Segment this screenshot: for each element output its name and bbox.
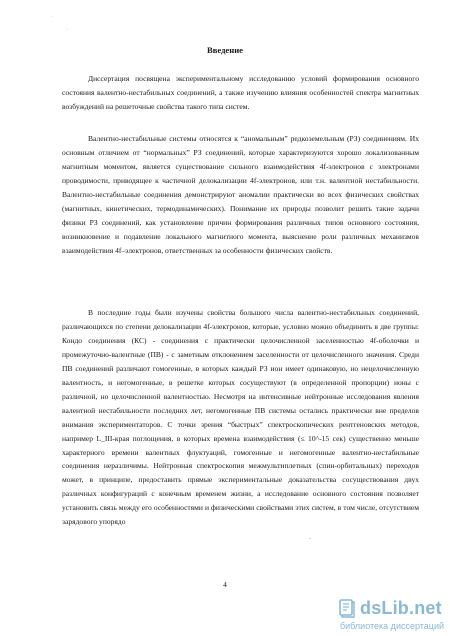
paragraph-intro: Диссертация посвящена экспериментальному исследованию условий формирования основного состояния валентно-нестабильных соединений, а также изучению влияния особенностей спектра магнитных возбуждений на решеточные свойства такого типа систем. [62,74,419,111]
scan-speck: · [66,27,68,33]
paragraph-recent-studies: В последние годы были изучены свойства большого числа валентно-нестабильных соединений, различающихся по степени делокализации 4f-электронов, которые, условно можно объединить в две группы: Кондо соединения (КС) - соединения с практически целочисленной заселенностью 4f-оболочки и промежуточно-валентные (ПВ) - с заметным отклонением заселенности от целочисленного значения. Среди ПВ соединений различают гомогенные, в которых каждый РЗ ион имеет одинаковую, но нецелочисленную валентность, и негомогенные, в решетке которых сосуществуют (в определенной пропорции) ионы с различной, но целочисленной валентностью. Несмотря на интенсивные нейтронные исследования явления валентной нестабильности последних лет, негомогенные ПВ системы остались практически вне пределов внимания экспериментаторов. С точки зрения “быстрых” спектроскопических рентгеновских методов, например L_III-края поглощения, в которых времена взаимодействия (≤ 10^-15 сек) существенно меньше характерного времени валентных флуктуаций, гомогенные и негомогенные валентно-нестабильные соединения неразличимы. Нейтронная спектроскопия межмультиплетных (спин-орбитальных) переходов может, в принципе, предоставить прямые экспериментальные доказательства сосуществования двух различных конфигураций с конечным временем жизни, а исследование основного состояния позволяет установить связь между его особенностями и физическими свойствами этих систем, в том числе, отсутствием зарядового упорядо [62,308,419,527]
watermark-tagline: библиотека диссертаций [340,621,445,631]
scan-speck: · [51,14,53,20]
page-number: 4 [223,580,227,589]
watermark[interactable] [338,596,448,634]
watermark-brand: dsLib.net [360,597,442,618]
paragraph-valence-systems: Валентно-нестабильные системы относятся к “аномальным” редкоземельным (РЗ) соединениям. Их основным отличием от “нормальных” РЗ соединений, которые характеризуются хорошо локализованным магнитным моментом, является существование сильного взаимодействия 4f-электронов с электронами проводимости, приводящее к частичной делокализации 4f-электронов, или т.н. валентной нестабильности. Валентно-нестабильные соединения демонстрируют аномалии практически во всех физических свойствах (магнитных, кинетических, термодинамических). Понимание их природы позволит решить такие задачи физики РЗ соединений, как установление причин формирования различных типов основного состояния, возникновение и подавление локального магнитного момента, выяснение роли различных механизмов взаимодействия 4f–электронов, ответственных за особенности физических свойств. [62,134,419,255]
book-logo-icon [338,598,356,618]
scan-speck: - [309,536,311,542]
page-title: Введение [207,45,243,55]
